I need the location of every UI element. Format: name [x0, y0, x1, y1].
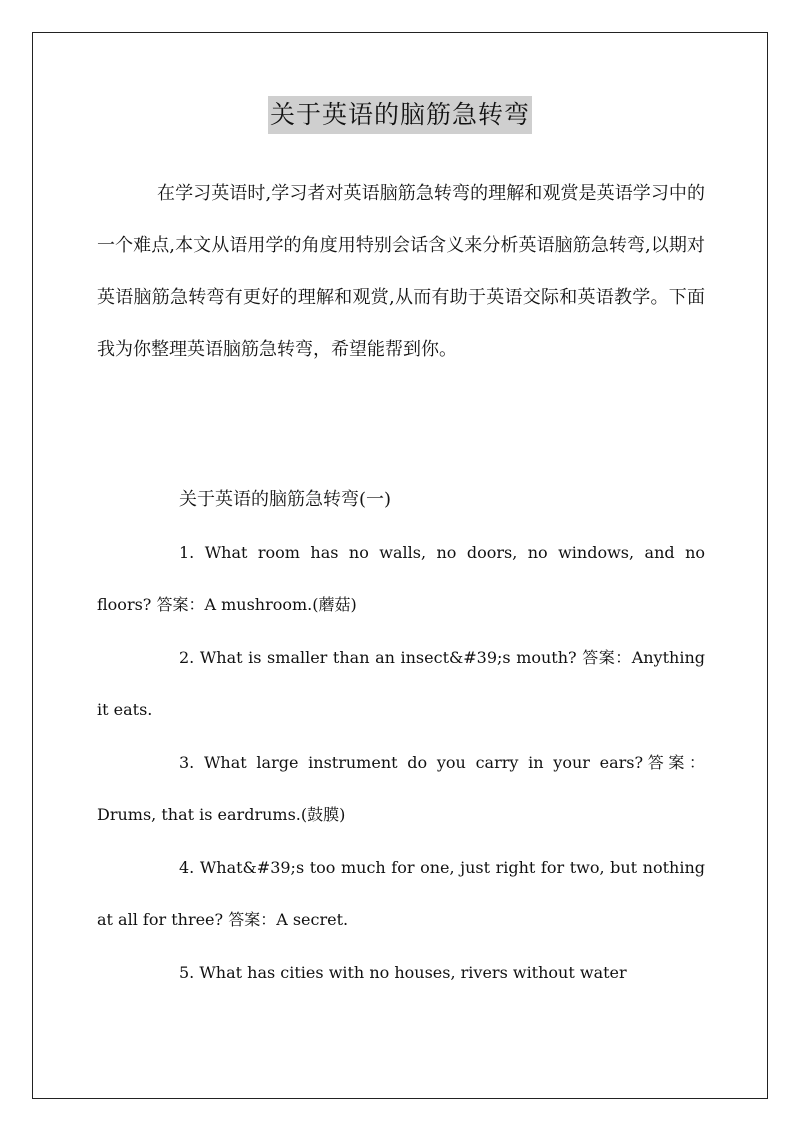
- riddle-item-1: 1. What room has no walls, no doors, no windows, and no floors? 答案：A mushroom.(蘑菇): [97, 543, 705, 614]
- intro-paragraph: 在学习英语时,学习者对英语脑筋急转弯的理解和观赏是英语学习中的一个难点,本文从语用学的角度用特别会话含义来分析英语脑筋急转弯,以期对英语脑筋急转弯有更好的理解和观赏,从而有助于英语交际和英语教学。下面我为你整理英语脑筋急转弯，希望能帮到你。: [97, 183, 705, 360]
- riddle-item-2: 2. What is smaller than an insect&#39;s mouth? 答案：Anything it eats.: [97, 648, 705, 719]
- document-title: 关于英语的脑筋急转弯: [268, 96, 532, 134]
- riddle-item-3: 3. What large instrument do you carry in your ears?答案：Drums, that is eardrums.(鼓膜): [97, 753, 705, 824]
- riddle-item-4: 4. What&#39;s too much for one, just right for two, but nothing at all for three? 答案：A secret.: [97, 858, 705, 929]
- title-container: [0, 96, 800, 134]
- riddle-item-5: 5. What has cities with no houses, rivers without water: [179, 963, 627, 982]
- section-heading: 关于英语的脑筋急转弯(一): [179, 489, 392, 510]
